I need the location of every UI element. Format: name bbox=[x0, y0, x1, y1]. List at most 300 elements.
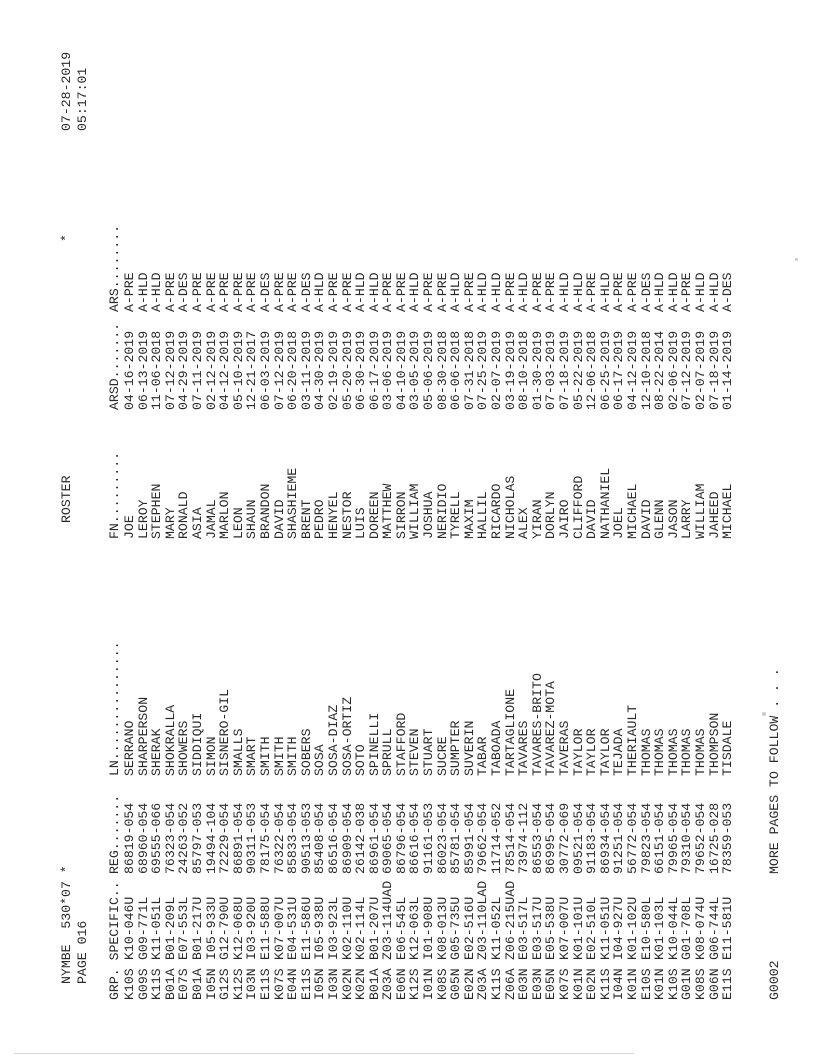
cell-spec: I03-923L bbox=[325, 896, 341, 960]
cell-ln: SMART bbox=[244, 736, 260, 776]
report-date: 07-28-2019 bbox=[59, 51, 74, 131]
cell-ln: SOTO bbox=[353, 744, 369, 776]
table-row bbox=[463, 0, 477, 1056]
cell-reg: 79965-054 bbox=[665, 802, 681, 874]
cell-grp: I03N bbox=[325, 968, 341, 1000]
cell-ars: A-HLD bbox=[652, 272, 668, 312]
cell-ars: A-PRE bbox=[203, 272, 219, 312]
cell-ln: TAVERAS bbox=[557, 720, 572, 776]
table-row bbox=[218, 0, 232, 1056]
cell-spec: K01-101U bbox=[570, 896, 586, 960]
cell-ln: THOMAS bbox=[638, 728, 654, 776]
cell-arsd: 01-30-2019 bbox=[529, 330, 545, 410]
roster-table bbox=[123, 0, 735, 1056]
cell-reg: 86995-054 bbox=[543, 802, 559, 874]
table-row bbox=[422, 0, 436, 1056]
cell-ln: SMITH bbox=[285, 736, 301, 776]
table-row bbox=[680, 0, 694, 1056]
table-row bbox=[273, 0, 287, 1056]
column-header-reg: REG....... bbox=[107, 794, 122, 874]
cell-ln: TAYLOR bbox=[570, 728, 586, 776]
cell-reg: 86961-054 bbox=[366, 802, 382, 874]
cell-arsd: 06-17-2019 bbox=[366, 330, 382, 410]
cell-grp: K02N bbox=[353, 968, 369, 1000]
table-row bbox=[585, 0, 599, 1056]
cell-grp: B01A bbox=[162, 968, 178, 1000]
cell-ars: A-HLD bbox=[149, 272, 165, 312]
cell-ln: SOSA-ORTIZ bbox=[339, 696, 355, 776]
cell-spec: K02-110U bbox=[339, 896, 355, 960]
cell-reg: 90311-053 bbox=[244, 802, 260, 874]
table-row bbox=[653, 0, 667, 1056]
cell-ln: THOMAS bbox=[679, 728, 695, 776]
table-row bbox=[341, 0, 355, 1056]
cell-arsd: 08-22-2014 bbox=[652, 330, 668, 410]
cell-grp: E06N bbox=[393, 968, 409, 1000]
cell-reg: 68960-054 bbox=[135, 802, 151, 874]
cell-reg: 86553-054 bbox=[529, 802, 545, 874]
cell-arsd: 07-18-2019 bbox=[557, 330, 572, 410]
cell-ars: A-HLD bbox=[516, 272, 532, 312]
cell-spec: B01-217U bbox=[189, 896, 205, 960]
cell-reg: 30772-069 bbox=[557, 802, 572, 874]
cell-ars: A-PRE bbox=[393, 272, 409, 312]
table-row bbox=[327, 0, 341, 1056]
cell-ln: TABOADA bbox=[489, 720, 505, 776]
cell-fn: SHASHIEME bbox=[285, 467, 301, 539]
table-row bbox=[123, 0, 137, 1056]
cell-reg: 24263-052 bbox=[176, 802, 192, 874]
cell-ln: SOSA bbox=[312, 744, 328, 776]
cell-fn: MARLON bbox=[217, 491, 233, 539]
table-row bbox=[626, 0, 640, 1056]
table-row bbox=[313, 0, 327, 1056]
cell-reg: 86934-054 bbox=[597, 802, 613, 874]
cell-fn: JAHEED bbox=[706, 491, 722, 539]
cell-spec: K08-074U bbox=[692, 896, 708, 960]
cell-grp: E03N bbox=[516, 968, 532, 1000]
cell-arsd: 06-03-2019 bbox=[257, 330, 273, 410]
cell-arsd: 03-06-2019 bbox=[380, 330, 396, 410]
cell-spec: I01-908U bbox=[421, 896, 437, 960]
cell-fn: JASON bbox=[665, 499, 681, 539]
cell-spec: I04-927U bbox=[611, 896, 627, 960]
cell-reg: 91251-054 bbox=[611, 802, 627, 874]
cell-ars: A-PRE bbox=[584, 272, 600, 312]
cell-grp: B01A bbox=[366, 968, 382, 1000]
cell-grp: Z03A bbox=[475, 968, 491, 1000]
cell-grp: K07S bbox=[271, 968, 287, 1000]
cell-reg: 78514-054 bbox=[502, 802, 518, 874]
cell-arsd: 03-11-2019 bbox=[298, 330, 314, 410]
cell-reg: 69065-054 bbox=[380, 802, 396, 874]
cell-reg: 56772-054 bbox=[624, 802, 640, 874]
cell-grp: B01A bbox=[189, 968, 205, 1000]
cell-arsd: 01-14-2019 bbox=[720, 330, 736, 410]
cell-grp: K08S bbox=[692, 968, 708, 1000]
cell-ln: TAVARES bbox=[516, 720, 532, 776]
cell-fn: MICHAEL bbox=[720, 483, 736, 539]
cell-arsd: 11-06-2018 bbox=[149, 330, 165, 410]
report-time: 05:17:01 bbox=[75, 67, 90, 131]
cell-ars: A-HLD bbox=[489, 272, 505, 312]
cell-grp: K12S bbox=[407, 968, 423, 1000]
cell-arsd: 04-30-2019 bbox=[312, 330, 328, 410]
cell-grp: E10S bbox=[638, 968, 654, 1000]
cell-grp: K08S bbox=[434, 968, 450, 1000]
table-row bbox=[572, 0, 586, 1056]
cell-reg: 86516-054 bbox=[325, 802, 341, 874]
cell-grp: I04N bbox=[611, 968, 627, 1000]
cell-fn: JAMAL bbox=[203, 499, 219, 539]
cell-spec: E04-531U bbox=[285, 896, 301, 960]
cell-fn: LARRY bbox=[679, 499, 695, 539]
cell-ars: A-HLD bbox=[570, 272, 586, 312]
cell-spec: E11-588U bbox=[257, 896, 273, 960]
column-header-arsd: ARSD....... bbox=[107, 322, 122, 410]
cell-arsd: 05-22-2019 bbox=[570, 330, 586, 410]
cell-arsd: 12-21-2017 bbox=[244, 330, 260, 410]
cell-spec: E02-510L bbox=[584, 896, 600, 960]
footer-code: G0002 bbox=[767, 960, 782, 1000]
cell-reg: 66151-054 bbox=[652, 802, 668, 874]
cell-spec: E11-586U bbox=[298, 896, 314, 960]
column-header-ars: ARS........ bbox=[107, 224, 122, 312]
cell-ln: TABAR bbox=[475, 736, 491, 776]
table-row bbox=[504, 0, 518, 1056]
cell-fn: STEPHEN bbox=[149, 483, 165, 539]
cell-ln: TAYLOR bbox=[597, 728, 613, 776]
cell-fn: DORLYN bbox=[543, 491, 559, 539]
table-row bbox=[368, 0, 382, 1056]
cell-fn: LUIS bbox=[353, 507, 369, 539]
table-row bbox=[667, 0, 681, 1056]
cell-ars: A-HLD bbox=[597, 272, 613, 312]
cell-ars: A-HLD bbox=[135, 272, 151, 312]
cell-grp: I03N bbox=[244, 968, 260, 1000]
cell-ln: SISNERO-GIL bbox=[217, 688, 233, 776]
cell-arsd: 12-10-2018 bbox=[638, 330, 654, 410]
table-row bbox=[708, 0, 722, 1056]
cell-ln: SIMON bbox=[203, 736, 219, 776]
cell-fn: SHAUN bbox=[244, 499, 260, 539]
cell-fn: GLENN bbox=[652, 499, 668, 539]
cell-ars: A-DES bbox=[298, 272, 314, 312]
cell-reg: 86909-054 bbox=[339, 802, 355, 874]
table-row bbox=[395, 0, 409, 1056]
cell-grp: K12S bbox=[230, 968, 246, 1000]
cell-grp: Z03A bbox=[380, 968, 396, 1000]
table-row bbox=[408, 0, 422, 1056]
cell-reg: 91161-053 bbox=[421, 802, 437, 874]
cell-grp: E05N bbox=[543, 968, 559, 1000]
cell-fn: CLIFFORD bbox=[570, 475, 586, 539]
cell-ars: A-PRE bbox=[285, 272, 301, 312]
table-row bbox=[245, 0, 259, 1056]
cell-arsd: 04-10-2019 bbox=[393, 330, 409, 410]
cell-ln: SERRANO bbox=[122, 720, 137, 776]
cell-arsd: 04-12-2019 bbox=[624, 330, 640, 410]
cell-arsd: 03-19-2019 bbox=[502, 330, 518, 410]
cell-fn: HENYEL bbox=[325, 491, 341, 539]
cell-grp: G05N bbox=[448, 968, 464, 1000]
cell-grp: I05N bbox=[203, 968, 219, 1000]
table-row bbox=[531, 0, 545, 1056]
cell-ars: A-PRE bbox=[611, 272, 627, 312]
cell-ln: THOMAS bbox=[652, 728, 668, 776]
cell-arsd: 08-10-2018 bbox=[516, 330, 532, 410]
cell-ln: SPINELLI bbox=[366, 712, 382, 776]
cell-spec: K11-051U bbox=[597, 896, 613, 960]
cell-reg: 78175-054 bbox=[257, 802, 273, 874]
cell-grp: G01N bbox=[679, 968, 695, 1000]
cell-fn: RICARDO bbox=[489, 483, 505, 539]
cell-ln: TARTAGLIONE bbox=[502, 688, 518, 776]
cell-reg: 16725-028 bbox=[706, 802, 722, 874]
cell-fn: LEROY bbox=[135, 499, 151, 539]
cell-fn: JOE bbox=[122, 515, 137, 539]
cell-fn: MATTHEW bbox=[380, 483, 396, 539]
cell-spec: Z06-215UAD bbox=[502, 880, 518, 960]
cell-fn: JAIRO bbox=[557, 499, 572, 539]
cell-reg: 85833-054 bbox=[285, 802, 301, 874]
cell-reg: 86023-054 bbox=[434, 802, 450, 874]
column-header-grp-specific: GRP. SPECIFIC.. bbox=[107, 881, 122, 1000]
cell-grp: K01N bbox=[652, 968, 668, 1000]
table-row bbox=[640, 0, 654, 1056]
cell-fn: DAVID bbox=[584, 499, 600, 539]
cell-reg: 85408-054 bbox=[312, 802, 328, 874]
table-row bbox=[436, 0, 450, 1056]
cell-spec: I05-933U bbox=[203, 896, 219, 960]
cell-fn: MARY bbox=[162, 507, 178, 539]
cell-ln: TEJADA bbox=[611, 728, 627, 776]
cell-grp: K07S bbox=[557, 968, 572, 1000]
cell-reg: 78359-053 bbox=[720, 802, 736, 874]
table-row bbox=[137, 0, 151, 1056]
cell-arsd: 06-17-2019 bbox=[611, 330, 627, 410]
cell-spec: K07-007U bbox=[271, 896, 287, 960]
cell-ars: A-HLD bbox=[665, 272, 681, 312]
cell-fn: LEON bbox=[230, 507, 246, 539]
cell-reg: 86891-054 bbox=[230, 802, 246, 874]
cell-ars: A-HLD bbox=[557, 272, 572, 312]
cell-grp: G09S bbox=[135, 968, 151, 1000]
cell-reg: 79652-054 bbox=[692, 802, 708, 874]
cell-arsd: 06-06-2018 bbox=[448, 330, 464, 410]
cell-arsd: 07-12-2019 bbox=[162, 330, 178, 410]
report-id: NYMBE 530*07 * bbox=[59, 865, 74, 984]
cell-arsd: 02-12-2019 bbox=[203, 330, 219, 410]
cell-fn: SIRRON bbox=[393, 491, 409, 539]
cell-ln: SHERAK bbox=[149, 728, 165, 776]
cell-grp: K10S bbox=[122, 968, 137, 1000]
cell-ln: TISDALE bbox=[720, 720, 736, 776]
report-title: ROSTER bbox=[59, 475, 74, 523]
scan-speck bbox=[762, 712, 766, 716]
cell-grp: I05N bbox=[312, 968, 328, 1000]
cell-arsd: 07-25-2019 bbox=[475, 330, 491, 410]
table-row bbox=[612, 0, 626, 1056]
cell-arsd: 04-12-2019 bbox=[217, 330, 233, 410]
table-row bbox=[558, 0, 572, 1056]
cell-grp: E11S bbox=[298, 968, 314, 1000]
table-row bbox=[205, 0, 219, 1056]
cell-fn: TYRELL bbox=[448, 491, 464, 539]
cell-arsd: 02-06-2019 bbox=[665, 330, 681, 410]
cell-spec: Z03-110LAD bbox=[475, 880, 491, 960]
cell-spec: E02-516U bbox=[461, 896, 477, 960]
cell-fn: WILLIAM bbox=[692, 483, 708, 539]
table-row bbox=[191, 0, 205, 1056]
cell-reg: 73974-112 bbox=[516, 802, 532, 874]
cell-arsd: 05-10-2019 bbox=[230, 330, 246, 410]
cell-ars: A-PRE bbox=[230, 272, 246, 312]
cell-arsd: 07-31-2018 bbox=[461, 330, 477, 410]
cell-arsd: 07-03-2019 bbox=[543, 330, 559, 410]
cell-fn: ALEX bbox=[516, 507, 532, 539]
cell-fn: DOREEN bbox=[366, 491, 382, 539]
cell-ars: A-DES bbox=[638, 272, 654, 312]
cell-arsd: 06-30-2019 bbox=[353, 330, 369, 410]
cell-arsd: 05-06-2019 bbox=[421, 330, 437, 410]
cell-ars: A-HLD bbox=[353, 272, 369, 312]
cell-ars: A-PRE bbox=[624, 272, 640, 312]
cell-ars: A-HLD bbox=[312, 272, 328, 312]
cell-ars: A-DES bbox=[176, 272, 192, 312]
cell-spec: K02-114L bbox=[353, 896, 369, 960]
cell-fn: BRANDON bbox=[257, 483, 273, 539]
cell-reg: 09521-054 bbox=[570, 802, 586, 874]
cell-grp: K01N bbox=[624, 968, 640, 1000]
cell-grp: K01N bbox=[570, 968, 586, 1000]
cell-ars: A-HLD bbox=[366, 272, 382, 312]
cell-arsd: 04-29-2019 bbox=[176, 330, 192, 410]
cell-grp: E11S bbox=[720, 968, 736, 1000]
cell-spec: E05-538U bbox=[543, 896, 559, 960]
cell-fn: JOSHUA bbox=[421, 491, 437, 539]
cell-reg: 26142-038 bbox=[353, 802, 369, 874]
cell-ln: TAVARES-BRITO bbox=[529, 673, 545, 776]
cell-grp: E02N bbox=[584, 968, 600, 1000]
cell-ars: A-PRE bbox=[325, 272, 341, 312]
cell-grp: K11S bbox=[597, 968, 613, 1000]
cell-spec: E11-581U bbox=[720, 896, 736, 960]
cell-spec: K01-103L bbox=[652, 896, 668, 960]
cell-reg: 72229-054 bbox=[217, 802, 233, 874]
cell-fn: PEDRO bbox=[312, 499, 328, 539]
cell-spec: G01-708L bbox=[679, 896, 695, 960]
cell-reg: 85991-054 bbox=[461, 802, 477, 874]
cell-ln: SOBERS bbox=[298, 728, 314, 776]
cell-reg: 69555-066 bbox=[149, 802, 165, 874]
cell-ars: A-PRE bbox=[543, 272, 559, 312]
table-row bbox=[164, 0, 178, 1056]
cell-ln: SOSA-DIAZ bbox=[325, 704, 341, 776]
cell-spec: I05-938U bbox=[312, 896, 328, 960]
cell-arsd: 02-07-2019 bbox=[692, 330, 708, 410]
cell-ars: A-PRE bbox=[461, 272, 477, 312]
cell-fn: MAXIM bbox=[461, 499, 477, 539]
cell-spec: I03-920U bbox=[244, 896, 260, 960]
cell-ars: A-PRE bbox=[217, 272, 233, 312]
cell-ln: STEVEN bbox=[407, 728, 423, 776]
cell-fn: MICHAEL bbox=[624, 483, 640, 539]
table-row bbox=[544, 0, 558, 1056]
cell-reg: 76322-054 bbox=[271, 802, 287, 874]
cell-fn: RONALD bbox=[176, 491, 192, 539]
table-row bbox=[449, 0, 463, 1056]
scan-edge-line bbox=[14, 1053, 634, 1054]
table-row bbox=[177, 0, 191, 1056]
cell-grp: E03N bbox=[529, 968, 545, 1000]
cell-fn: NESTOR bbox=[339, 491, 355, 539]
cell-spec: E07-553L bbox=[176, 896, 192, 960]
cell-ln: TAYLOR bbox=[584, 728, 600, 776]
cell-spec: K10-044L bbox=[665, 896, 681, 960]
cell-fn: DAVID bbox=[638, 499, 654, 539]
cell-ln: SMITH bbox=[257, 736, 273, 776]
cell-spec: K12-068U bbox=[230, 896, 246, 960]
cell-spec: E10-580L bbox=[638, 896, 654, 960]
cell-grp: K11S bbox=[489, 968, 505, 1000]
cell-spec: E06-545L bbox=[393, 896, 409, 960]
cell-ln: SHOWERS bbox=[176, 720, 192, 776]
cell-ars: A-HLD bbox=[475, 272, 491, 312]
column-header-fn: FN......... bbox=[107, 451, 122, 539]
cell-ln: SPRULL bbox=[380, 728, 396, 776]
table-row bbox=[490, 0, 504, 1056]
cell-reg: 11714-052 bbox=[489, 802, 505, 874]
cell-grp: E07S bbox=[176, 968, 192, 1000]
cell-reg: 86819-054 bbox=[122, 802, 137, 874]
cell-ars: A-PRE bbox=[339, 272, 355, 312]
cell-ln: STAFFORD bbox=[393, 712, 409, 776]
cell-grp: K10S bbox=[665, 968, 681, 1000]
cell-ars: A-DES bbox=[257, 272, 273, 312]
table-row bbox=[259, 0, 273, 1056]
column-header-ln: LN............... bbox=[107, 641, 122, 776]
cell-reg: 76323-054 bbox=[162, 802, 178, 874]
cell-fn: NERIDIO bbox=[434, 483, 450, 539]
footer-more-pages: MORE PAGES TO FOLLOW . . . bbox=[767, 668, 782, 874]
cell-fn: YIRAN bbox=[529, 499, 545, 539]
cell-ars: A-PRE bbox=[434, 272, 450, 312]
cell-ars: A-PRE bbox=[122, 272, 137, 312]
cell-arsd: 12-06-2018 bbox=[584, 330, 600, 410]
cell-ln: SMALLS bbox=[230, 728, 246, 776]
cell-spec: G09-771L bbox=[135, 896, 151, 960]
cell-fn: ASIA bbox=[189, 507, 205, 539]
table-row bbox=[300, 0, 314, 1056]
cell-ars: A-HLD bbox=[448, 272, 464, 312]
cell-spec: E03-517L bbox=[516, 896, 532, 960]
cell-reg: 79823-054 bbox=[638, 802, 654, 874]
table-row bbox=[599, 0, 613, 1056]
cell-spec: K01-102U bbox=[624, 896, 640, 960]
table-row bbox=[286, 0, 300, 1056]
cell-arsd: 06-25-2019 bbox=[597, 330, 613, 410]
cell-ars: A-PRE bbox=[679, 272, 695, 312]
cell-spec: Z03-114UAD bbox=[380, 880, 396, 960]
table-row bbox=[150, 0, 164, 1056]
cell-arsd: 03-05-2019 bbox=[407, 330, 423, 410]
table-row bbox=[694, 0, 708, 1056]
table-row bbox=[354, 0, 368, 1056]
cell-reg: 91183-054 bbox=[584, 802, 600, 874]
cell-arsd: 07-18-2019 bbox=[706, 330, 722, 410]
cell-spec: G06-744L bbox=[706, 896, 722, 960]
